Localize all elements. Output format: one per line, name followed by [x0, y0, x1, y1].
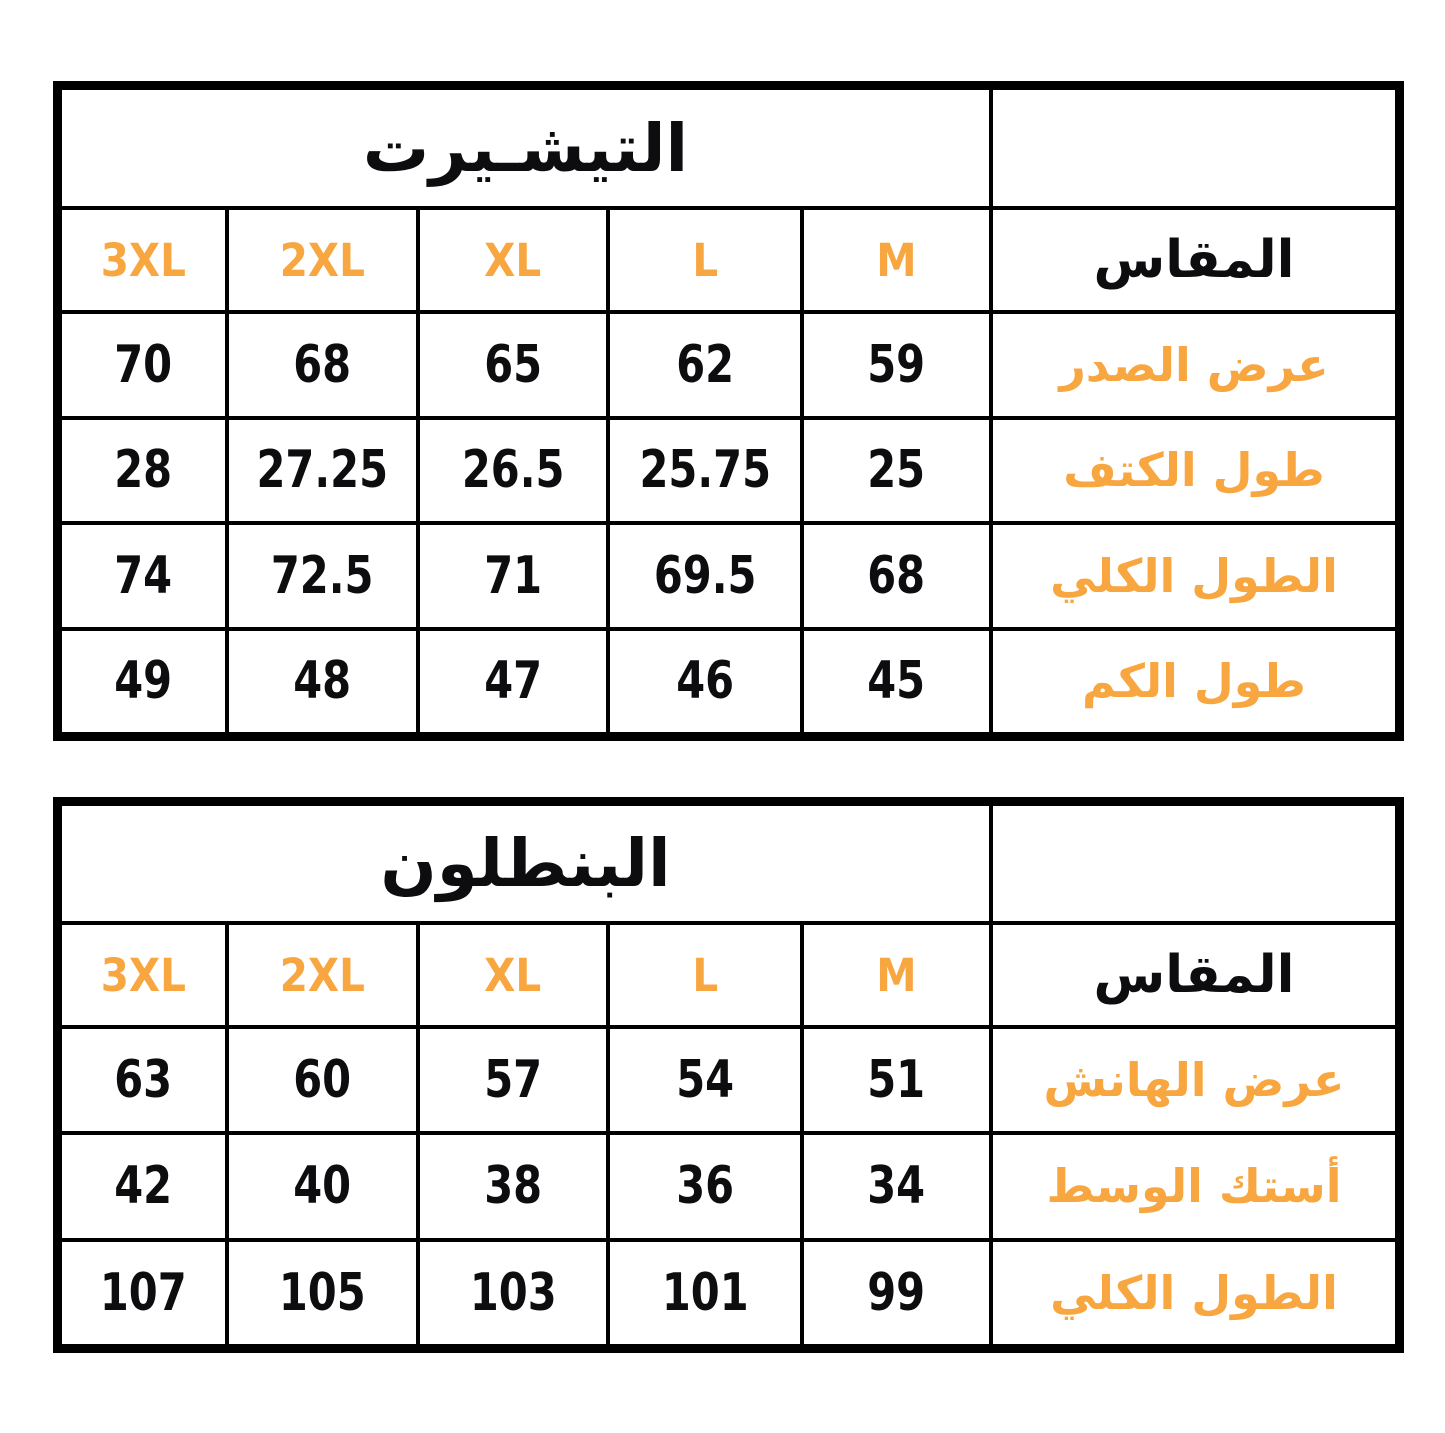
tshirt-row-label-shoulder-length: طول الكتف [991, 418, 1397, 524]
table-value-cell: 40 [227, 1133, 418, 1239]
pants-title-side-cell [991, 804, 1397, 923]
table-value-cell: 25 [802, 418, 991, 524]
pants-row-label-hip-width: عرض الهانش [991, 1027, 1397, 1133]
table-value-cell: 70 [60, 312, 227, 418]
table-value-cell: 74 [60, 523, 227, 629]
tshirt-size-header-l: L [608, 208, 802, 312]
table-value-cell: 51 [802, 1027, 991, 1133]
tshirt-measure-header-cell [991, 208, 1397, 312]
tshirt-row-label-chest-width: عرض الصدر [991, 312, 1397, 418]
pants-size-header-m: M [802, 923, 991, 1027]
table-value-cell: 54 [608, 1027, 802, 1133]
tshirt-size-header-xl: XL [418, 208, 608, 312]
table-value-cell: 27.25 [227, 418, 418, 524]
table-value-cell: 65 [418, 312, 608, 418]
table-value-cell: 69.5 [608, 523, 802, 629]
table-value-cell: 60 [227, 1027, 418, 1133]
tshirt-size-table [53, 81, 1404, 741]
table-value-cell: 28 [60, 418, 227, 524]
pants-size-header-2xl: 2XL [227, 923, 418, 1027]
pants-title-cell [60, 804, 991, 923]
pants-size-header-3xl: 3XL [60, 923, 227, 1027]
table-value-cell: 49 [60, 629, 227, 735]
table-value-cell: 72.5 [227, 523, 418, 629]
table-value-cell: 48 [227, 629, 418, 735]
table-value-cell: 63 [60, 1027, 227, 1133]
tshirt-size-header-m: M [802, 208, 991, 312]
table-value-cell: 107 [60, 1240, 227, 1346]
table-value-cell: 103 [418, 1240, 608, 1346]
table-value-cell: 26.5 [418, 418, 608, 524]
tshirt-measure-header: المقاس [1093, 230, 1295, 290]
table-value-cell: 62 [608, 312, 802, 418]
table-value-cell: 105 [227, 1240, 418, 1346]
pants-size-header-xl: XL [418, 923, 608, 1027]
pants-row-label-total-length: الطول الكلي [991, 1240, 1397, 1346]
tshirt-row-label-total-length: الطول الكلي [991, 523, 1397, 629]
table-value-cell: 45 [802, 629, 991, 735]
pants-measure-header-cell [991, 923, 1397, 1027]
table-value-cell: 99 [802, 1240, 991, 1346]
pants-size-header-l: L [608, 923, 802, 1027]
tshirt-size-header-2xl: 2XL [227, 208, 418, 312]
table-value-cell: 38 [418, 1133, 608, 1239]
table-value-cell: 36 [608, 1133, 802, 1239]
table-value-cell: 34 [802, 1133, 991, 1239]
tshirt-title-cell [60, 88, 991, 208]
table-value-cell: 68 [802, 523, 991, 629]
table-value-cell: 59 [802, 312, 991, 418]
tshirt-table-title: التيشـيرت [362, 109, 689, 187]
tshirt-size-header-3xl: 3XL [60, 208, 227, 312]
table-value-cell: 57 [418, 1027, 608, 1133]
pants-table-title: البنطلون [380, 825, 671, 902]
table-value-cell: 46 [608, 629, 802, 735]
table-value-cell: 101 [608, 1240, 802, 1346]
table-value-cell: 42 [60, 1133, 227, 1239]
table-value-cell: 25.75 [608, 418, 802, 524]
table-value-cell: 47 [418, 629, 608, 735]
pants-measure-header: المقاس [1093, 945, 1295, 1005]
tshirt-row-label-sleeve-length: طول الكم [991, 629, 1397, 735]
table-value-cell: 71 [418, 523, 608, 629]
tshirt-title-side-cell [991, 88, 1397, 208]
table-value-cell: 68 [227, 312, 418, 418]
pants-size-table [53, 797, 1404, 1353]
pants-row-label-waist-elastic: أستك الوسط [991, 1133, 1397, 1239]
